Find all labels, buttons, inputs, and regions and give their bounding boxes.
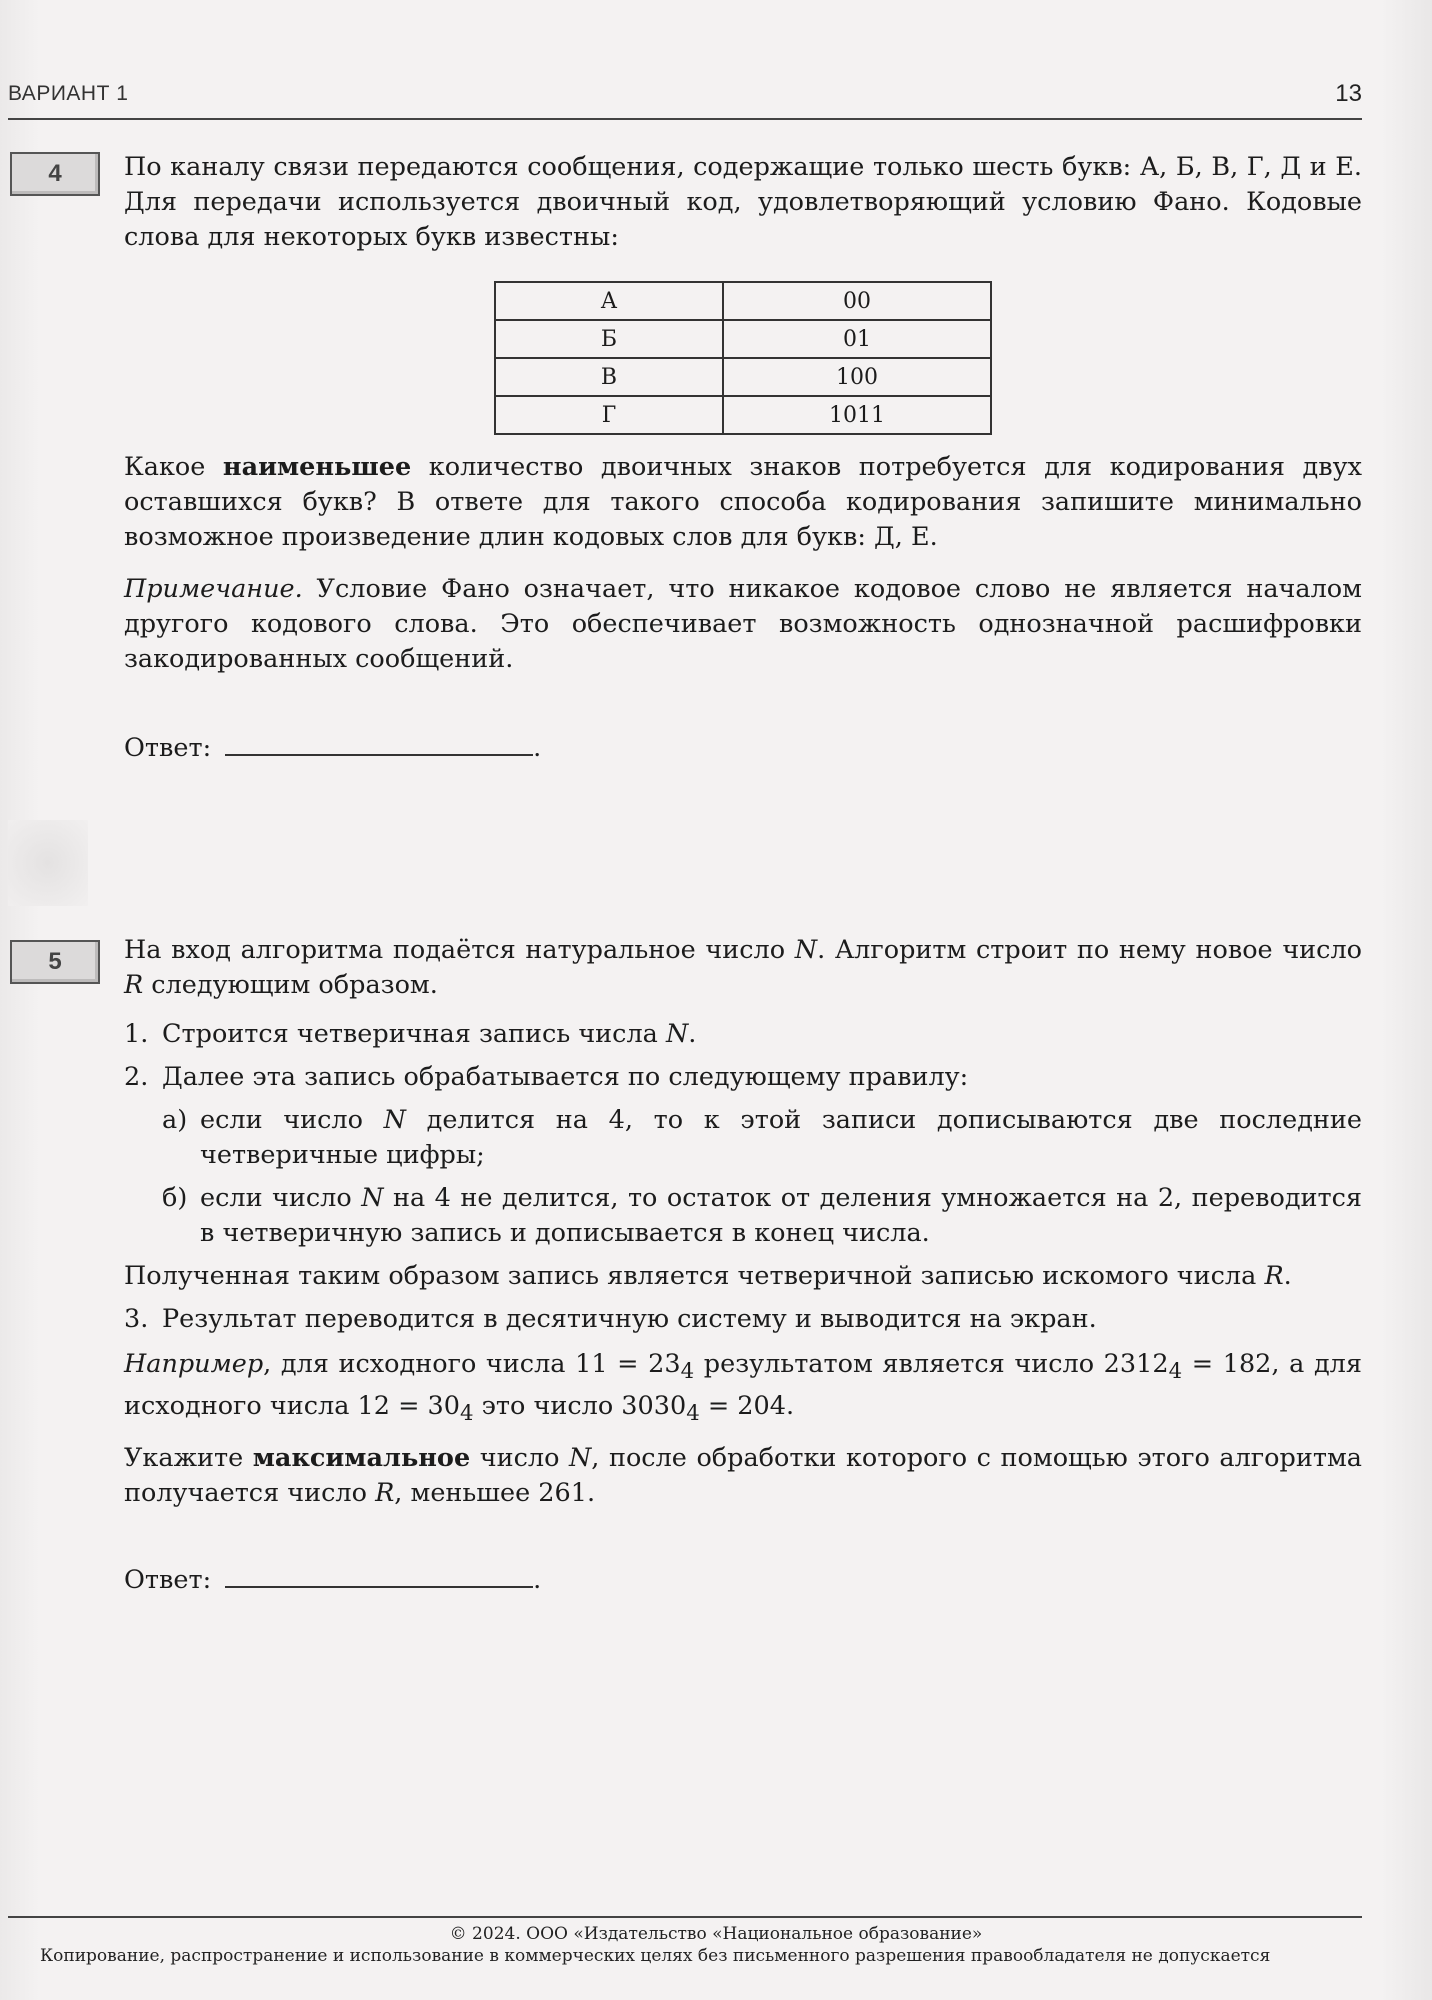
step-number: 3. (124, 1304, 149, 1334)
letter-cell: Б (495, 320, 723, 358)
step-2-a (124, 1103, 1362, 1173)
table-row (495, 282, 991, 320)
note-label: Примечание. (124, 574, 303, 604)
table-row (495, 320, 991, 358)
question-pre: Какое (124, 452, 223, 482)
example-text: это число 3030 (473, 1391, 687, 1422)
step-text: Строится четверичная запись числа (162, 1019, 666, 1049)
base-subscript: 4 (460, 1401, 474, 1427)
code-cell: 00 (723, 282, 991, 320)
table-row (495, 396, 991, 434)
result-text: . (1283, 1261, 1292, 1291)
base-subscript: 4 (1168, 1359, 1183, 1385)
task-5-question (124, 1441, 1362, 1511)
task-5-answer (124, 1564, 541, 1595)
sub-text: на 4 не делится, то остаток от деления умножается на 2, переводится в четверичную запись и дописывается в конец числа. (200, 1183, 1362, 1248)
example (124, 1347, 1362, 1431)
var-n: N (794, 935, 818, 965)
task-4-question (124, 450, 1362, 555)
code-table (494, 281, 992, 435)
base-subscript: 4 (680, 1359, 695, 1385)
task-4-question-text (124, 450, 1362, 555)
result-line (124, 1259, 1362, 1294)
var-r: R (1264, 1261, 1284, 1291)
ask-text: , меньшее 261. (394, 1478, 596, 1509)
answer-period: . (533, 733, 542, 763)
task-4-answer (124, 732, 541, 763)
example-text: = 204. (699, 1391, 795, 1422)
example-text: результатом является число 2312 (694, 1349, 1169, 1379)
variant-header: ВАРИАНТ 1 (8, 82, 129, 105)
step-2 (124, 1060, 1362, 1095)
var-r: R (375, 1478, 395, 1509)
answer-period: . (533, 1565, 542, 1595)
sub-text: если число (200, 1105, 384, 1135)
step-text: Результат переводится в десятичную систему и выводится на экран. (162, 1304, 1097, 1334)
task-4-intro (124, 150, 1362, 255)
header-rule (8, 118, 1362, 120)
answer-label: Ответ: (124, 733, 212, 763)
example-text: , для исходного числа 11 = 23 (263, 1349, 681, 1379)
task-5-body (124, 933, 1362, 1511)
code-cell: 100 (723, 358, 991, 396)
ask-text: , после обработки которого с помощью этого алгоритма получается число (124, 1443, 1362, 1509)
example-text: = 182, а для исходного числа 12 = 30 (124, 1349, 1362, 1422)
intro-part: На вход алгоритма подаётся натуральное число (124, 935, 795, 965)
note-body: Условие Фано означает, что никакое кодовое слово не является началом другого кодового слова. Это обеспечивает возможность однозначной расшифровки закодированных сообщений. (124, 574, 1362, 674)
sub-text: если число (200, 1183, 362, 1213)
intro-part: . Алгоритм строит по нему новое число (817, 935, 1362, 965)
answer-line[interactable] (225, 732, 533, 756)
var-n: N (383, 1105, 406, 1135)
task-4-number-box: 4 (10, 152, 100, 196)
answer-label: Ответ: (124, 1565, 212, 1595)
code-cell: 1011 (723, 396, 991, 434)
var-n: N (361, 1183, 384, 1213)
letter-cell: В (495, 358, 723, 396)
print-smudge (8, 820, 88, 906)
task-5-intro (124, 933, 1362, 1003)
code-cell: 01 (723, 320, 991, 358)
intro-part: следующим образом. (143, 970, 438, 1000)
step-1 (124, 1017, 1362, 1052)
ask-text: Укажите (124, 1443, 253, 1474)
ask-text: число (470, 1443, 569, 1474)
step-number: 2. (124, 1062, 149, 1092)
copyright: © 2024. ООО «Издательство «Национальное образование» (449, 1924, 983, 1944)
ask-bold: максимальное (252, 1443, 471, 1474)
copyright-notice: Копирование, распространение и использование в коммерческих целях без письменного разрешения правообладателя не допускается (40, 1946, 1271, 1966)
var-n: N (665, 1019, 689, 1049)
example-label: Например (124, 1349, 264, 1379)
letter-cell: Г (495, 396, 723, 434)
question-bold: наименьшее (222, 452, 412, 482)
sub-text: делится на 4, то к этой записи дописываются две последние четверичные цифры; (200, 1105, 1362, 1170)
sub-letter: б) (162, 1183, 188, 1213)
task-4-note (124, 572, 1362, 677)
footer-rule (8, 1916, 1362, 1918)
sub-letter: а) (162, 1105, 188, 1135)
task-5-number-box: 5 (10, 940, 100, 984)
var-n: N (568, 1443, 592, 1474)
step-number: 1. (124, 1019, 149, 1049)
question-post: количество двоичных знаков потребуется для кодирования двух оставшихся букв? В ответе для такого способа кодирования запишите минимально возможное произведение длин кодовых слов для букв: Д, Е. (124, 452, 1362, 552)
step-2-b (124, 1181, 1362, 1251)
step-text: . (688, 1019, 697, 1049)
page-number: 13 (1335, 80, 1362, 107)
result-text: Полученная таким образом запись является четверичной записью искомого числа (124, 1261, 1265, 1291)
base-subscript: 4 (686, 1401, 700, 1427)
task-4-note-text (124, 572, 1362, 677)
step-text: Далее эта запись обрабатывается по следующему правилу: (162, 1062, 969, 1092)
table-row (495, 358, 991, 396)
var-r: R (124, 970, 144, 1000)
answer-line[interactable] (225, 1564, 533, 1588)
task-4-intro-text: По каналу связи передаются сообщения, содержащие только шесть букв: А, Б, В, Г, Д и Е. Для передачи используется двоичный код, удовлетворяющий условию Фано. Кодовые слова для некоторых букв известны: (124, 152, 1362, 252)
letter-cell: А (495, 282, 723, 320)
step-3 (124, 1302, 1362, 1337)
